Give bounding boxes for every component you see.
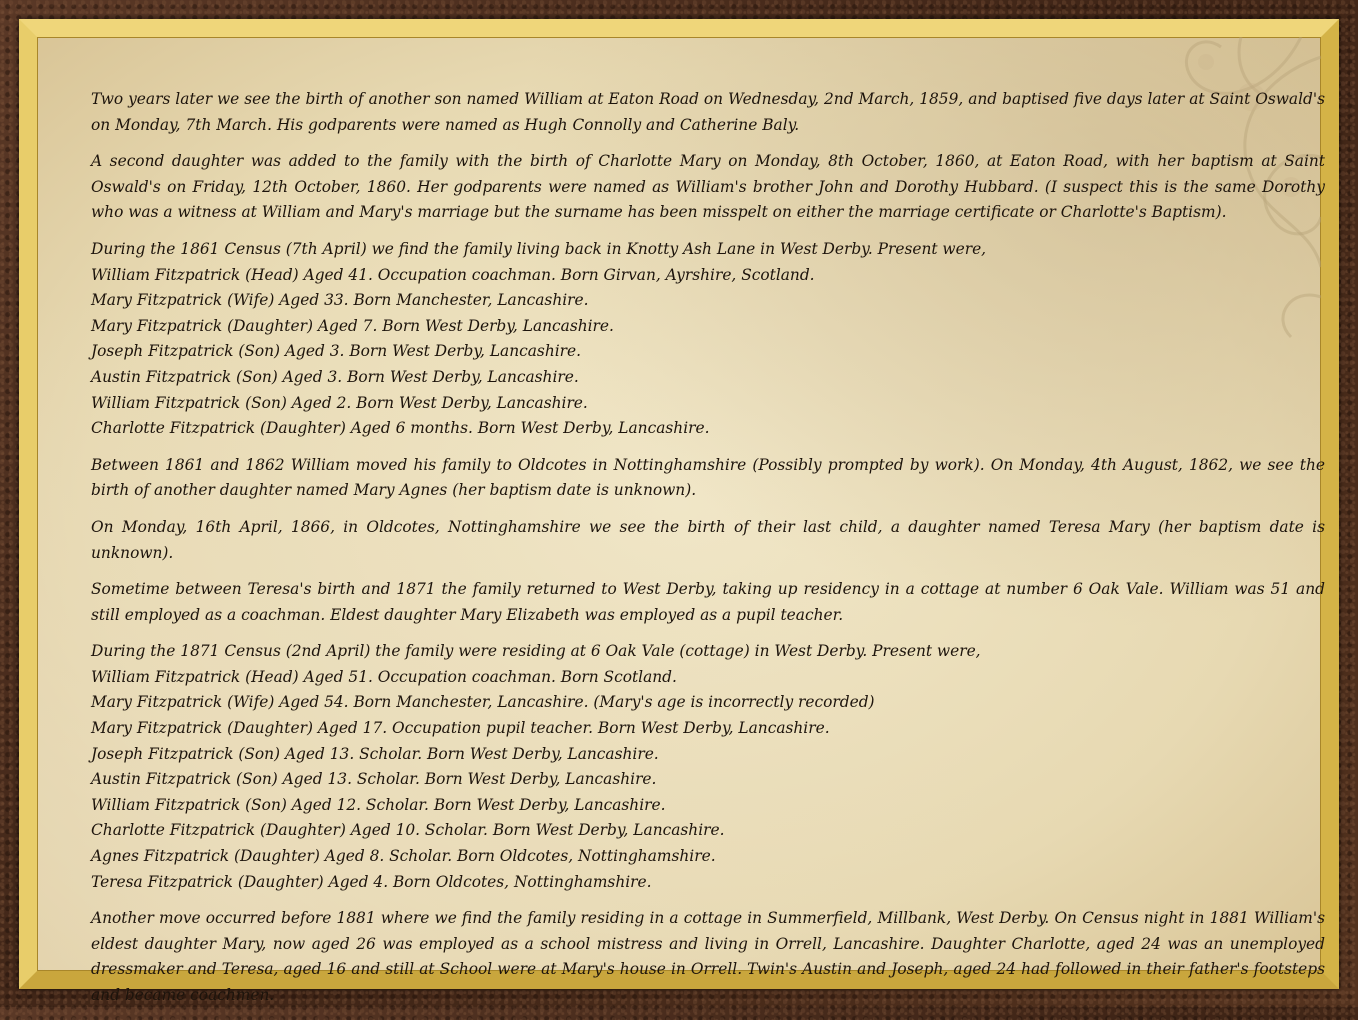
document-text	[91, 87, 1325, 1020]
parchment-page	[19, 19, 1339, 1004]
census-1861-entry: Joseph Fitzpatrick (Son) Aged 3. Born West Derby, Lancashire.	[91, 342, 582, 361]
census-1861-entry: Charlotte Fitzpatrick (Daughter) Aged 6 months. Born West Derby, Lancashire.	[91, 419, 710, 438]
census-1871-entry: Mary Fitzpatrick (Wife) Aged 54. Born Manchester, Lancashire. (Mary's age is incorrectly recorded)	[91, 693, 875, 712]
census-1861-entry: William Fitzpatrick (Son) Aged 2. Born West Derby, Lancashire.	[91, 393, 588, 412]
census-1871-entry: Joseph Fitzpatrick (Son) Aged 13. Scholar. Born West Derby, Lancashire.	[91, 744, 659, 763]
census-1871-entry: Charlotte Fitzpatrick (Daughter) Aged 10. Scholar. Born West Derby, Lancashire.	[91, 821, 725, 840]
census-1871-entry: Austin Fitzpatrick (Son) Aged 13. Scholar. Born West Derby, Lancashire.	[91, 770, 657, 789]
paragraph-william-birth: Two years later we see the birth of another son named William at Eaton Road on Wednesday, 2nd March, 1859, and baptised five days later at Saint Oswald's on Monday, 7th March. His godparents were named as Hugh Connolly and Catherine Baly.	[91, 90, 1325, 134]
census-1871-entry: William Fitzpatrick (Son) Aged 12. Scholar. Born West Derby, Lancashire.	[91, 795, 666, 814]
census-1871-entry: Teresa Fitzpatrick (Daughter) Aged 4. Born Oldcotes, Nottinghamshire.	[91, 872, 652, 891]
census-1861-entry: Mary Fitzpatrick (Wife) Aged 33. Born Manchester, Lancashire.	[91, 291, 589, 310]
census-1871	[91, 639, 1325, 895]
census-1871-intro: During the 1871 Census (2nd April) the family were residing at 6 Oak Vale (cottage) in West Derby. Present were,	[91, 642, 981, 661]
census-1861-entry: Mary Fitzpatrick (Daughter) Aged 7. Born West Derby, Lancashire.	[91, 316, 614, 335]
census-1861-entry: William Fitzpatrick (Head) Aged 41. Occupation coachman. Born Girvan, Ayrshire, Scotland.	[91, 265, 815, 284]
paragraph-1881-move: Another move occurred before 1881 where we find the family residing in a cottage in Summerfield, Millbank, West Derby. On Census night in 1881 William's eldest daughter Mary, now aged 26 was employed as a school mistress and living in Orrell, Lancashire. Daughter Charlotte, aged 24 was an unemployed dressmaker and Teresa, aged 16 and still at School were at Mary's house in Orrell. Twin's Austin and Joseph, aged 24 had followed in their father's footsteps and became coachmen.	[91, 909, 1325, 1004]
census-1871-entry: William Fitzpatrick (Head) Aged 51. Occupation coachman. Born Scotland.	[91, 667, 677, 686]
census-1861-intro: During the 1861 Census (7th April) we find the family living back in Knotty Ash Lane in West Derby. Present were,	[91, 239, 987, 258]
paragraph-teresa-birth: On Monday, 16th April, 1866, in Oldcotes, Nottinghamshire we see the birth of their last child, a daughter named Teresa Mary (her baptism date is unknown).	[91, 517, 1325, 562]
census-1861-entry: Austin Fitzpatrick (Son) Aged 3. Born West Derby, Lancashire.	[91, 367, 579, 386]
census-1871-entry: Mary Fitzpatrick (Daughter) Aged 17. Occupation pupil teacher. Born West Derby, Lancashire.	[91, 719, 830, 738]
paragraph-charlotte-birth: A second daughter was added to the family with the birth of Charlotte Mary on Monday, 8th October, 1860, at Eaton Road, with her baptism at Saint Oswald's on Friday, 12th October, 1860. Her godparents were named as William's brother John and Dorothy Hubbard. (I suspect this is the same Dorothy who was a witness at William and Mary's marriage but the surname has been misspelt on either the marriage certificate or Charlotte's Baptism).	[91, 152, 1325, 222]
census-1871-entry: Agnes Fitzpatrick (Daughter) Aged 8. Scholar. Born Oldcotes, Nottinghamshire.	[91, 847, 716, 866]
census-1861	[91, 237, 1325, 442]
paragraph-return-west-derby: Sometime between Teresa's birth and 1871 the family returned to West Derby, taking up residency in a cottage at number 6 Oak Vale. William was 51 and still employed as a coachman. Eldest daughter Mary Elizabeth was employed as a pupil teacher.	[91, 580, 1325, 624]
paragraph-move-oldcotes: Between 1861 and 1862 William moved his family to Oldcotes in Nottinghamshire (Possibly prompted by work). On Monday, 4th August, 1862, we see the birth of another daughter named Mary Agnes (her baptism date is unknown).	[91, 455, 1325, 500]
